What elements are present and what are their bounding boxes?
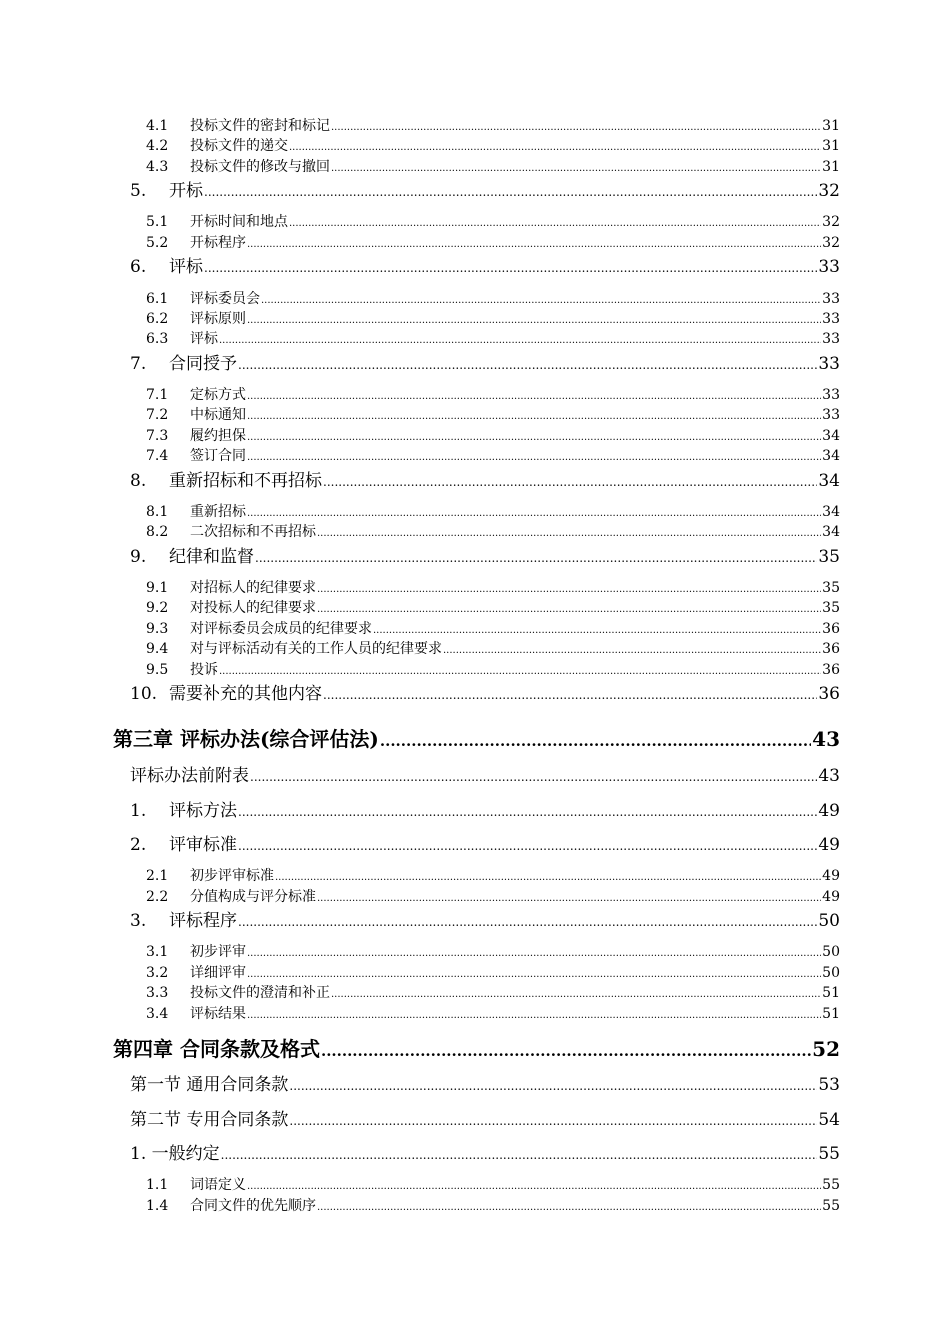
toc-page: 34: [818, 471, 840, 491]
toc-leader: [247, 432, 821, 443]
toc-entry[interactable]: [130, 466, 840, 490]
toc-page: 35: [822, 600, 840, 616]
toc-leader: [247, 948, 821, 959]
toc-leader: [373, 625, 821, 636]
toc-page: 51: [822, 985, 840, 1001]
toc-leader: [250, 770, 817, 784]
toc-page: 50: [818, 911, 840, 931]
toc-number: 1.: [130, 801, 147, 821]
toc-entry[interactable]: [146, 288, 840, 308]
toc-entry[interactable]: [146, 597, 840, 617]
toc-title: 词语定义: [190, 1177, 246, 1193]
toc-number: 8.1: [146, 504, 169, 520]
toc-page: 49: [822, 868, 840, 884]
toc-entry[interactable]: [130, 906, 840, 930]
toc-page: 31: [822, 159, 840, 175]
toc-number: 7.1: [146, 387, 169, 403]
toc-title: 对招标人的纪律要求: [190, 580, 316, 596]
toc-title: 第二节 专用合同条款: [130, 1110, 289, 1130]
toc-title: 评标委员会: [190, 291, 260, 307]
toc-leader: [255, 551, 817, 565]
toc-leader: [247, 239, 821, 250]
toc-chapter-entry[interactable]: [113, 723, 840, 751]
toc-page: 36: [818, 684, 840, 704]
toc-page: 49: [822, 889, 840, 905]
toc-number: 2.: [130, 835, 147, 855]
toc-title: 分值构成与评分标准: [190, 889, 316, 905]
toc-title: 评标原则: [190, 311, 246, 327]
toc-leader: [317, 528, 821, 539]
toc-title: 评标方法: [169, 801, 237, 821]
toc-entry[interactable]: [146, 404, 840, 424]
toc-title: 开标时间和地点: [190, 214, 288, 230]
toc-page: 55: [822, 1177, 840, 1193]
toc-number: 6.1: [146, 291, 169, 307]
toc-page: 34: [822, 524, 840, 540]
toc-page: 34: [822, 448, 840, 464]
toc-leader: [317, 604, 821, 615]
toc-leader: [331, 122, 821, 133]
toc-title: 评标: [190, 331, 218, 347]
toc-entry[interactable]: [146, 211, 840, 231]
toc-page: 33: [822, 331, 840, 347]
toc-page: 43: [818, 766, 840, 786]
toc-number: 1.1: [146, 1177, 169, 1193]
toc-page: 32: [818, 181, 840, 201]
toc-number: 2.2: [146, 889, 169, 905]
toc-number: 9.4: [146, 641, 169, 657]
toc-number: 3.: [130, 911, 147, 931]
toc-page: 51: [822, 1006, 840, 1022]
toc-leader: [221, 1148, 818, 1162]
toc-number: 2.1: [146, 868, 169, 884]
toc-entry[interactable]: [146, 156, 840, 176]
toc-page: 32: [822, 235, 840, 251]
toc-page: 36: [822, 621, 840, 637]
toc-page: 55: [822, 1198, 840, 1214]
toc-number: 3.4: [146, 1006, 169, 1022]
toc-chapter-entry[interactable]: [113, 1033, 840, 1061]
toc-title: 履约担保: [190, 428, 246, 444]
toc-title: 投标文件的澄清和补正: [190, 985, 330, 1001]
toc-leader: [331, 163, 821, 174]
toc-number: 5.: [130, 181, 147, 201]
toc-entry[interactable]: [146, 445, 840, 465]
toc-page: 53: [818, 1075, 840, 1095]
toc-leader: [317, 1202, 821, 1213]
toc-page: 35: [818, 547, 840, 567]
toc-entry[interactable]: [146, 577, 840, 597]
toc-page: 33: [822, 407, 840, 423]
toc-title: 开标程序: [190, 235, 246, 251]
toc-number: 4.3: [146, 159, 169, 175]
toc-number: 3.3: [146, 985, 169, 1001]
toc-title: 1. 一般约定: [130, 1144, 220, 1164]
toc-page: 52: [812, 1037, 840, 1061]
toc-entry[interactable]: [146, 962, 840, 982]
toc-number: 7.2: [146, 407, 169, 423]
toc-title: 签订合同: [190, 448, 246, 464]
toc-leader: [238, 805, 817, 819]
toc-number: 7.3: [146, 428, 169, 444]
toc-leader: [247, 391, 821, 402]
toc-title: 投诉: [190, 662, 218, 678]
toc-title: 开标: [169, 181, 203, 201]
toc-entry[interactable]: [146, 384, 840, 404]
toc-entry[interactable]: [130, 349, 840, 373]
toc-entry[interactable]: [146, 1174, 840, 1194]
toc-number: 7.: [130, 354, 147, 374]
toc-entry[interactable]: [130, 1105, 840, 1129]
toc-number: 6.3: [146, 331, 169, 347]
toc-entry[interactable]: [130, 830, 840, 854]
toc-title: 评审标准: [169, 835, 237, 855]
toc-leader: [247, 969, 821, 980]
toc-entry[interactable]: [146, 115, 840, 135]
toc-page: 49: [818, 835, 840, 855]
toc-entry[interactable]: [130, 679, 840, 703]
toc-number: 7.4: [146, 448, 169, 464]
toc-leader: [238, 839, 817, 853]
toc-number: 6.: [130, 257, 147, 277]
toc-leader: [247, 1181, 821, 1192]
toc-number: 3.2: [146, 965, 169, 981]
toc-leader: [247, 1010, 821, 1021]
toc-number: 5.1: [146, 214, 169, 230]
toc-leader: [247, 411, 821, 422]
toc-title: 合同授予: [169, 354, 237, 374]
toc-page: 32: [822, 214, 840, 230]
toc-leader: [247, 508, 821, 519]
toc-title: 评标办法前附表: [130, 766, 249, 786]
toc-title: 对与评标活动有关的工作人员的纪律要求: [190, 641, 442, 657]
toc-entry[interactable]: [146, 865, 840, 885]
toc-entry[interactable]: [130, 252, 840, 276]
toc-entry[interactable]: [146, 659, 840, 679]
toc-page: 50: [822, 944, 840, 960]
toc-leader: [247, 452, 821, 463]
toc-title: 详细评审: [190, 965, 246, 981]
toc-number: 3.1: [146, 944, 169, 960]
toc-page: 49: [818, 801, 840, 821]
toc-leader: [317, 893, 821, 904]
toc-leader: [289, 218, 821, 229]
toc-number: 5.2: [146, 235, 169, 251]
toc-entry[interactable]: [146, 425, 840, 445]
toc-title: 第三章 评标办法(综合评估法): [113, 727, 379, 751]
toc-entry[interactable]: [146, 521, 840, 541]
toc-title: 纪律和监督: [169, 547, 254, 567]
toc-leader: [261, 295, 821, 306]
toc-entry[interactable]: [146, 982, 840, 1002]
toc-leader: [323, 688, 817, 702]
toc-leader: [323, 475, 817, 489]
toc-entry[interactable]: [146, 135, 840, 155]
toc-entry[interactable]: [146, 501, 840, 521]
toc-number: 9.5: [146, 662, 169, 678]
toc-title: 定标方式: [190, 387, 246, 403]
toc-leader: [317, 584, 821, 595]
toc-title: 中标通知: [190, 407, 246, 423]
toc-entry[interactable]: [146, 328, 840, 348]
toc-number: 6.2: [146, 311, 169, 327]
toc-entry[interactable]: [146, 232, 840, 252]
toc-entry[interactable]: [146, 886, 840, 906]
toc-leader: [247, 315, 821, 326]
toc-entry[interactable]: [130, 176, 840, 200]
toc-number: 4.1: [146, 118, 169, 134]
toc-page: 33: [822, 387, 840, 403]
toc-title: 评标: [169, 257, 203, 277]
toc-title: 二次招标和不再招标: [190, 524, 316, 540]
toc-title: 投标文件的密封和标记: [190, 118, 330, 134]
toc-page: 33: [822, 291, 840, 307]
toc-page: 33: [818, 257, 840, 277]
toc-leader: [238, 358, 817, 372]
toc-entry[interactable]: [130, 542, 840, 566]
toc-entry[interactable]: [130, 761, 840, 785]
toc-number: 4.2: [146, 138, 169, 154]
toc-title: 初步评审标准: [190, 868, 274, 884]
toc-leader: [289, 142, 821, 153]
toc-page: 54: [818, 1110, 840, 1130]
toc-title: 初步评审: [190, 944, 246, 960]
toc-title: 合同文件的优先顺序: [190, 1198, 316, 1214]
toc-number: 9.1: [146, 580, 169, 596]
toc-number: 10.: [130, 684, 158, 704]
toc-leader: [238, 915, 817, 929]
toc-leader: [321, 1042, 811, 1060]
toc-title: 评标程序: [169, 911, 237, 931]
toc-number: 8.2: [146, 524, 169, 540]
toc-title: 重新招标和不再招标: [169, 471, 322, 491]
toc-title: 对评标委员会成员的纪律要求: [190, 621, 372, 637]
toc-entry[interactable]: [146, 1195, 840, 1215]
toc-title: 投标文件的递交: [190, 138, 288, 154]
toc-entry[interactable]: [146, 1003, 840, 1023]
toc-page: 33: [822, 311, 840, 327]
toc-page: 50: [822, 965, 840, 981]
toc-leader: [204, 261, 817, 275]
toc-page: 34: [822, 504, 840, 520]
toc-number: 9.2: [146, 600, 169, 616]
toc-entry[interactable]: [130, 1139, 840, 1163]
toc-number: 9.3: [146, 621, 169, 637]
toc-title: 对投标人的纪律要求: [190, 600, 316, 616]
toc-entry[interactable]: [146, 618, 840, 638]
toc-leader: [204, 185, 817, 199]
toc-page: 43: [812, 727, 840, 751]
toc-entry[interactable]: [146, 308, 840, 328]
toc-number: 9.: [130, 547, 147, 567]
toc-leader: [443, 645, 821, 656]
toc-leader: [331, 989, 821, 1000]
toc-title: 第四章 合同条款及格式: [113, 1037, 320, 1061]
toc-leader: [219, 335, 821, 346]
toc-title: 第一节 通用合同条款: [130, 1075, 289, 1095]
toc-leader: [275, 872, 821, 883]
toc-page: 35: [822, 580, 840, 596]
toc-leader: [380, 732, 811, 750]
toc-page: 36: [822, 662, 840, 678]
toc-entry[interactable]: [146, 941, 840, 961]
toc-page: 33: [818, 354, 840, 374]
toc-leader: [219, 666, 821, 677]
toc-leader: [289, 1114, 817, 1128]
toc-title: 重新招标: [190, 504, 246, 520]
toc-page: 31: [822, 118, 840, 134]
toc-page: 31: [822, 138, 840, 154]
toc-number: 8.: [130, 471, 147, 491]
toc-page: 36: [822, 641, 840, 657]
toc-title: 投标文件的修改与撤回: [190, 159, 330, 175]
toc-page: 55: [818, 1144, 840, 1164]
toc-number: 1.4: [146, 1198, 169, 1214]
toc-entry[interactable]: [146, 638, 840, 658]
toc-title: 评标结果: [190, 1006, 246, 1022]
toc-entry[interactable]: [130, 796, 840, 820]
toc-leader: [289, 1079, 817, 1093]
toc-title: 需要补充的其他内容: [169, 684, 322, 704]
toc-entry[interactable]: [130, 1070, 840, 1094]
toc-page: 34: [822, 428, 840, 444]
